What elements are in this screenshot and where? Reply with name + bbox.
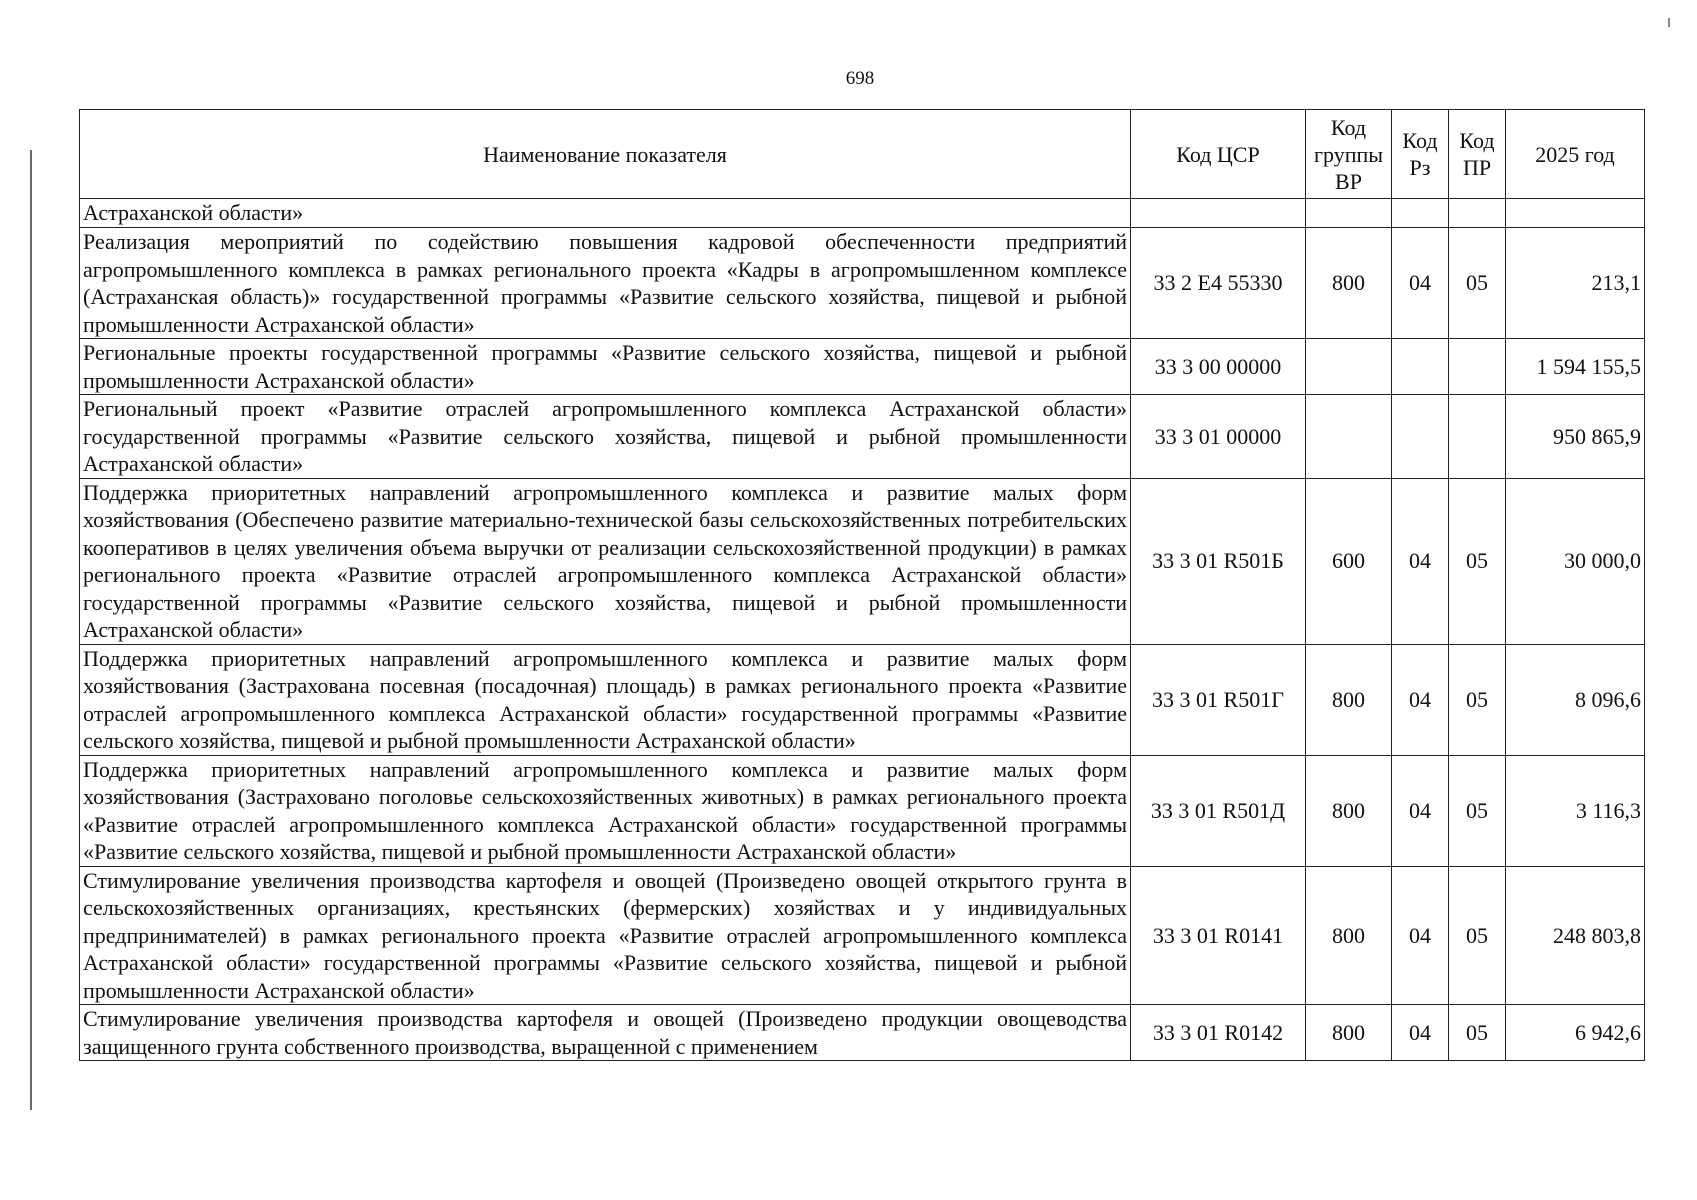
row-rz-code [1392,199,1449,228]
row-amount [1506,199,1645,228]
header-year-2025: 2025 год [1506,110,1645,199]
scan-corner-mark [1668,18,1670,27]
row-vr-code: 800 [1306,644,1392,755]
row-name: Стимулирование увеличения производства картофеля и овощей (Произведено продукции овощеводства защищенного грунта собственного производства, выращенной с применением [80,1005,1131,1061]
row-pr-code [1449,199,1506,228]
row-csr-code: 33 3 01 00000 [1131,395,1306,479]
page-number: 698 [845,68,875,89]
row-name: Поддержка приоритетных направлений агропромышленного комплекса и развитие малых форм хозяйствования (Обеспечено развитие материально-технической базы сельскохозяйственных потребительских кооперативов в целях увеличения объема выручки от реализации сельскохозяйственной продукции) в рамках регионального проекта «Развитие отраслей агропромышленного комплекса Астраханской области» государственной программы «Развитие сельского хозяйства, пищевой и рыбной промышленности Астраханской области» [80,478,1131,644]
row-name: Астраханской области» [80,199,1131,228]
row-vr-code: 800 [1306,1005,1392,1061]
row-amount: 6 942,6 [1506,1005,1645,1061]
header-rz-code: Код Рз [1392,110,1449,199]
row-name: Региональные проекты государственной программы «Развитие сельского хозяйства, пищевой и рыбной промышленности Астраханской области» [80,339,1131,395]
row-csr-code [1131,199,1306,228]
row-amount: 1 594 155,5 [1506,339,1645,395]
table-row [80,228,1645,339]
row-pr-code [1449,395,1506,479]
row-amount: 213,1 [1506,228,1645,339]
row-amount: 950 865,9 [1506,395,1645,479]
row-pr-code [1449,339,1506,395]
row-name: Стимулирование увеличения производства картофеля и овощей (Произведено овощей открытого грунта в сельскохозяйственных организациях, крестьянских (фермерских) хозяйствах и у индивидуальных предпринимателей) в рамках регионального проекта «Развитие отраслей агропромышленного комплекса Астраханской области» государственной программы «Развитие сельского хозяйства, пищевой и рыбной промышленности Астраханской области» [80,866,1131,1005]
row-vr-code [1306,199,1392,228]
row-pr-code: 05 [1449,755,1506,866]
row-rz-code: 04 [1392,1005,1449,1061]
header-pr-code: Код ПР [1449,110,1506,199]
row-csr-code: 33 3 01 R501Г [1131,644,1306,755]
row-rz-code: 04 [1392,478,1449,644]
row-vr-code: 800 [1306,866,1392,1005]
row-pr-code: 05 [1449,866,1506,1005]
table-row [80,339,1645,395]
row-rz-code [1392,395,1449,479]
header-indicator-name: Наименование показателя [80,110,1131,199]
row-name: Региональный проект «Развитие отраслей агропромышленного комплекса Астраханской области» государственной программы «Развитие сельского хозяйства, пищевой и рыбной промышленности Астраханской области» [80,395,1131,479]
table-row [80,755,1645,866]
row-csr-code: 33 3 01 R501Д [1131,755,1306,866]
row-vr-code: 600 [1306,478,1392,644]
row-rz-code: 04 [1392,755,1449,866]
row-csr-code: 33 3 01 R0141 [1131,866,1306,1005]
row-rz-code [1392,339,1449,395]
row-rz-code: 04 [1392,228,1449,339]
row-csr-code: 33 3 01 R0142 [1131,1005,1306,1061]
row-amount: 8 096,6 [1506,644,1645,755]
row-csr-code: 33 3 00 00000 [1131,339,1306,395]
row-pr-code: 05 [1449,228,1506,339]
table-row [80,866,1645,1005]
table-row [80,478,1645,644]
row-name: Поддержка приоритетных направлений агропромышленного комплекса и развитие малых форм хозяйствования (Застраховано поголовье сельскохозяйственных животных) в рамках регионального проекта «Развитие отраслей агропромышленного комплекса Астраханской области» государственной программы «Развитие сельского хозяйства, пищевой и рыбной промышленности Астраханской области» [80,755,1131,866]
row-csr-code: 33 3 01 R501Б [1131,478,1306,644]
row-rz-code: 04 [1392,644,1449,755]
row-amount: 3 116,3 [1506,755,1645,866]
row-pr-code: 05 [1449,478,1506,644]
table-header-row [80,110,1645,199]
row-csr-code: 33 2 Е4 55330 [1131,228,1306,339]
row-amount: 248 803,8 [1506,866,1645,1005]
row-pr-code: 05 [1449,644,1506,755]
binding-edge-line [30,150,32,1110]
table-row [80,1005,1645,1061]
header-vr-code: Код группы ВР [1306,110,1392,199]
row-vr-code [1306,339,1392,395]
row-amount: 30 000,0 [1506,478,1645,644]
row-name: Реализация мероприятий по содействию повышения кадровой обеспеченности предприятий агропромышленного комплекса в рамках регионального проекта «Кадры в агропромышленном комплексе (Астраханская область)» государственной программы «Развитие сельского хозяйства, пищевой и рыбной промышленности Астраханской области» [80,228,1131,339]
row-name: Поддержка приоритетных направлений агропромышленного комплекса и развитие малых форм хозяйствования (Застрахована посевная (посадочная) площадь) в рамках регионального проекта «Развитие отраслей агропромышленного комплекса Астраханской области» государственной программы «Развитие сельского хозяйства, пищевой и рыбной промышленности Астраханской области» [80,644,1131,755]
table-row [80,199,1645,228]
row-vr-code: 800 [1306,755,1392,866]
header-csr-code: Код ЦСР [1131,110,1306,199]
table-row [80,395,1645,479]
row-vr-code: 800 [1306,228,1392,339]
table-row [80,644,1645,755]
budget-table [79,109,1645,1061]
row-pr-code: 05 [1449,1005,1506,1061]
row-vr-code [1306,395,1392,479]
row-rz-code: 04 [1392,866,1449,1005]
